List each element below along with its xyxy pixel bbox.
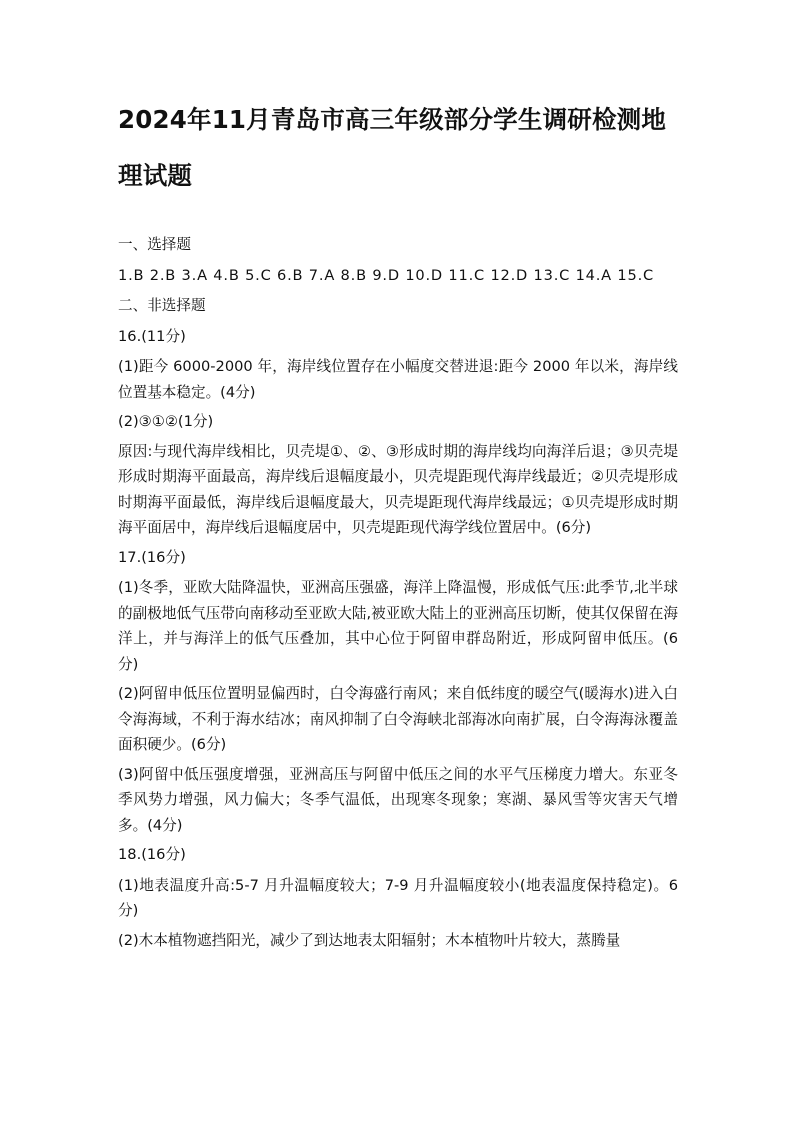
question-18-part-2: (2)木本植物遮挡阳光，减少了到达地表太阳辐射；木本植物叶片较大，蒸腾量 — [118, 931, 621, 949]
question-17-part-1: (1)冬季，亚欧大陆降温快，亚洲高压强盛，海洋上降温慢，形成低气压:此季节,北半球的副极地低气压带向南移动至亚欧大陆,被亚欧大陆上的亚洲高压切断，使其仅保留在海洋上，并与海洋上的低气压叠加，其中心位于阿留申群岛附近，形成阿留申低压。(6分) — [118, 579, 678, 673]
document-title: 2024年11月青岛市高三年级部分学生调研检测地理试题 — [118, 105, 667, 190]
nonmc-section-heading: 二、非选择题 — [118, 297, 206, 314]
question-16-reason: 原因:与现代海岸线相比，贝壳堤①、②、③形成时期的海岸线均向海洋后退；③贝壳堤形成时期海平面最高，海岸线后退幅度最小，贝壳堤距现代海岸线最近；②贝壳堤形成时期海平面最低，海岸线后退幅度最大，贝壳堤距现代海岸线最远；①贝壳堤形成时期海平面居中，海岸线后退幅度居中，贝壳堤距现代海学线位置居中。(6分) — [118, 442, 678, 536]
question-16-part-2: (2)③①②(1分) — [118, 413, 214, 430]
question-17-part-3: (3)阿留中低压强度增强，亚洲高压与阿留中低压之间的水平气压梯度力增大。东亚冬季风势力增强，风力偏大；冬季气温低，出现寒冬现象；寒湖、暴风雪等灾害天气增多。(4分) — [118, 765, 678, 834]
mc-answer-list: 1.B 2.B 3.A 4.B 5.C 6.B 7.A 8.B 9.D 10.D 11.C 12.D 13.C 14.A 15.C — [118, 266, 654, 284]
question-16-heading: 16.(11分) — [118, 327, 186, 345]
question-16-part-1: (1)距今 6000-2000 年，海岸线位置存在小幅度交替进退:距今 2000 年以米，海岸线位置基本稳定。(4分) — [118, 358, 678, 401]
mc-section-heading: 一、选择题 — [118, 236, 191, 253]
question-18-heading: 18.(16分) — [118, 846, 186, 863]
question-17-heading: 17.(16分) — [118, 548, 186, 566]
question-17-part-2: (2)阿留申低压位置明显偏西时，白令海盛行南风；来自低纬度的暖空气(暖海水)进入白令海海域，不利于海水结冰；南风抑制了白令海峡北部海冰向南扩展，白令海海泳覆盖面积硬少。(6分) — [118, 685, 678, 753]
document-body — [118, 232, 678, 957]
question-18-part-1: (1)地表温度升高:5-7 月升温幅度较大；7-9 月升温幅度较小(地表温度保持稳定)。6分) — [118, 876, 678, 919]
